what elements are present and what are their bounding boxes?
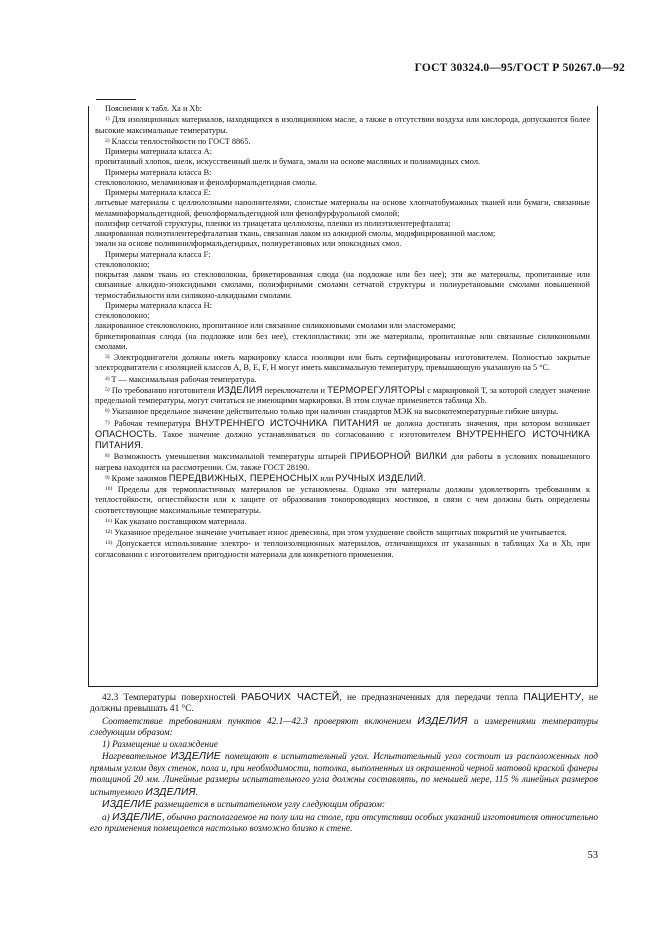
- main-text: [90, 692, 598, 835]
- note-10: $^{10)}$ Пределы для термопластичных материалов не установлены. Однако эти материалы должны удовлетворять требованиям к теплостойкости, огнестойкости или к защите от образования токопроводящих мостиков, в связи с чем должны быть определены соответствующие максимальные температуры.: [95, 485, 590, 515]
- class-e-title: Примеры материала класса E:: [105, 188, 211, 197]
- class-f-item: покрытая лаком ткань из стекловолокна, брикетированная слюда (на подложке или без нее); эти же материалы, пропитанные или связанные алкидно-эпоксидными смолами, полиэфирными смолами сетчатой структуры и полиуретановыми смолами повышенной термостабильности или силиконо-алкидными смолами.: [95, 270, 590, 300]
- class-e-item: полиэфир сетчатой структуры, пленки из триацетата целлюлозы, пленки из полиэтилентерефталата;: [95, 218, 451, 228]
- class-h-item: лакированное стекловолокно, пропитанное или связанное силиконовыми смолами или эластомерами;: [95, 321, 456, 331]
- compliance-check: Соответствие требованиям пунктов 42.1—42.3 проверяют включением ИЗДЕЛИЯ и измерениями температуры следующим образом:: [90, 715, 598, 739]
- note-1: $^{1)}$ Для изоляционных материалов, находящихся в изоляционном масле, а также в отсутствии воздуха или кислорода, допускаются более высокие максимальные температуры.: [95, 115, 590, 135]
- note-9: $^{9)}$ Кроме зажимов ПЕРЕДВИЖНЫХ, ПЕРЕНОСНЫХ или РУЧНЫХ ИЗДЕЛИЙ.: [105, 472, 426, 483]
- note-3: $^{3)}$ Электродвигатели должны иметь маркировку класса изоляции или быть сертифицированы изготовителем. Полностью закрытые электродвигатели с изоляцией классов A, B, E, F, H могут иметь максимальную температуру, превышающую указанную на 5 °С.: [95, 353, 591, 373]
- class-f-title: Примеры материала класса F:: [105, 249, 211, 259]
- class-f-item: стекловолокно;: [95, 259, 150, 269]
- page-number: 53: [587, 850, 598, 861]
- class-e-item: литьевые материалы с целлюлозными наполнителями, слоистые материалы на основе хлопчатобумажных тканей или бумаги, связанные меламинформальдегидной, фенолформальдегидной или фенолфурфурольной смолой;: [95, 198, 590, 218]
- class-e-item: эмали на основе поливинилформальдегидных, полиуретановых или эпоксидных смол.: [95, 239, 402, 249]
- table-notes: [95, 104, 590, 560]
- note-6: $^{6)}$ Указанное предельное значение действительно только при наличии стандартов МЭК на высокотемпературные гибкие шнуры.: [105, 407, 559, 417]
- note-11: $^{11)}$ Как указано поставщиком материала.: [105, 516, 247, 526]
- standard-header: ГОСТ 30324.0—95/ГОСТ Р 50267.0—92: [414, 62, 625, 74]
- note-8: $^{8)}$ Возможность уменьшения максимальной температуры штырей ПРИБОРНОЙ ВИЛКИ для работы в условиях повышенного нагрева находится на рассмотрении. См. также ГОСТ 28190.: [95, 451, 591, 472]
- notes-intro: Пояснения к табл. Xa и Xb:: [105, 104, 202, 113]
- class-h-item: стекловолокно;: [95, 311, 150, 320]
- class-b-title: Примеры материала класса B:: [105, 167, 212, 177]
- note-12: $^{12)}$ Указанное предельное значение учитывает износ древесины, при этом ухудшение свойств защитных покрытий не учитывается.: [105, 528, 567, 537]
- note-5: $^{5)}$ По требованию изготовителя ИЗДЕЛИЯ переключатели и ТЕРМОРЕГУЛЯТОРЫ с маркировкой T, за которой следует значение предельной температуры, могут считаться не имеющими маркировки. В этом случае применяется таблица Xb.: [95, 384, 591, 405]
- class-a-item: пропитанный хлопок, шелк, искусственный шелк и бумага, эмали на основе масляных и полиамидных смол.: [95, 157, 481, 167]
- class-h-item: брикетированная слюда (на подложке или без нее), стеклопластики; эти же материалы, пропитанные или связанные силиконовыми смолами.: [95, 331, 590, 351]
- note-7: $^{7)}$ Рабочая температура ВНУТРЕННЕГО ИСТОЧНИКА ПИТАНИЯ не должна достигать значения, при котором возникает ОПАСНОСТЬ. Такое значение должно устанавливаться по согласованию с изготовителем ВНУТРЕННЕГО ИСТОЧНИКА ПИТАНИЯ.: [95, 417, 591, 450]
- class-a-title: Примеры материала класса A:: [105, 147, 212, 156]
- placement-intro: ИЗДЕЛИЕ размещается в испытательном углу следующим образом:: [102, 799, 386, 811]
- class-e-item: лакированная полиэтилентерефталатная ткань, связанная лаком из алкидной смолы, модифицированной маслом;: [95, 229, 496, 238]
- placement-item-a: а) ИЗДЕЛИЕ, обычно располагаемое на полу или на столе, при отсутствии особых указаний изготовителя относительно его применения помещается настолько возможно близко к стене.: [90, 811, 599, 834]
- subsection-placement: 1) Размещение и охлаждение: [102, 739, 218, 750]
- note-4: $^{4)}$ T — максимальная рабочая температура.: [105, 374, 257, 384]
- note-13: $^{13)}$ Допускается использование электро- и теплоизоляционных материалов, отличающихся от указанных в таблицах Xa и Xb, при согласовании с изготовителем пригодности материала для конкретного применения.: [95, 539, 590, 559]
- class-h-title: Примеры материала класса H:: [105, 300, 212, 310]
- class-b-item: стекловолокно, меламиновая и фенолформальдегидная смолы.: [95, 177, 318, 187]
- note-2: $^{2)}$ Классы теплостойкости по ГОСТ 8865.: [105, 136, 251, 146]
- test-corner-description: Нагревательное ИЗДЕЛИЕ помещают в испытательный угол. Испытательный угол состоит из расположенных под прямым углом двух стенок, пола и, при необходимости, потолка, выполненных из окрашенной черной матовой краской фанеры толщиной 20 мм. Линейные размеры испытательного угла должны составлять, по меньшей мере, 115 % линейных размеров испытуемого ИЗДЕЛИЯ.: [90, 751, 599, 798]
- clause-42-3: 42.3 Температуры поверхностей РАБОЧИХ ЧАСТЕЙ, не предназначенных для передачи тепла ПАЦИЕНТУ, не должны превышать 41 °С.: [90, 692, 599, 715]
- footnote-rule: [96, 99, 136, 100]
